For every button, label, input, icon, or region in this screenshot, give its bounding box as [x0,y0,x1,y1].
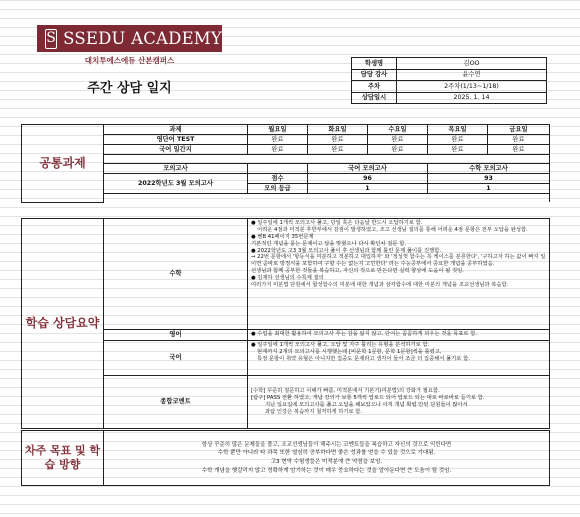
plan-line: 고3 현역 수험생들은 미적분에 큰 약점을 보임. [270,459,383,465]
day-status: 완료 [308,135,368,145]
subject-name: 영어 [104,330,248,341]
note-line: ● 수업을 최대한 활용하여 모의고사 푸는 감을 잃지 않고, 단어는 꼼꼼하게 외우는 것을 목표로 함. [251,331,478,337]
subject-name: 종합코멘트 [104,376,248,429]
day-status: 완료 [428,145,488,155]
column-header: 국어 모의고사 [308,164,428,174]
subject-notes [248,330,550,341]
korean-score: 96 [308,174,428,184]
mock-row-label: 점수 [248,174,308,184]
day-status: 완료 [308,145,368,155]
day-status: 완료 [248,135,308,145]
note-line: ● 2022학년도 고3 3월 모의고사 풀이 후 선생님과 함께 틀린 문제 풀이를 진행함. [251,247,442,254]
consult-date: 2025. 1. 14 [397,92,547,104]
day-status: 완료 [368,135,428,145]
info-label: 주차 [352,81,397,93]
summary-table [21,218,550,429]
summary-row-math [22,219,550,330]
column-header: 모의고사 [104,164,248,174]
day-status: 완료 [248,145,308,155]
note-line: 여러가지 미분법 단원에서 합성함수의 미분에 대한 개념과 삼각함수에 대한 미분의 개념을 조교선생님과 복습함. [251,281,509,288]
column-header: 월요일 [248,125,308,135]
subject-name: 수학 [104,219,248,330]
info-label: 담당 강사 [352,69,397,81]
mock-row-label: 모의 등급 [248,184,308,194]
day-status: 완료 [488,135,550,145]
column-header: 수학 모의고사 [428,164,550,174]
note-line: [수학] 꾸준히 질문하고 이해가 빠름, 미적분에서 기본기(미분법)의 강화가 필요함. [251,388,440,395]
korean-grade: 1 [308,184,428,194]
note-line: ● 김재하 선생님의 수특제 질의 [251,275,324,281]
info-row-teacher [352,69,547,81]
note-line: → 22번 문항에서 '항등식을 미분하고 적분하고 대입하자' 와 '정성껏 함수는 꼭 케이스를 분류한다', '구하고자 하는 값이 빠지 일이면 곧바로 방정식을 포함하여 구할 수는 없는지 고민한다' 라는 수능공부에서 중요한 개념을 공부하였음. [251,254,546,268]
info-label: 상담일시 [352,92,397,104]
note-line: ● 일주일에 1개씩 모의고사 풀고, 당일 혹은 다음날 반드시 오답하기로 함. [251,220,423,226]
task-name: 국어 일간지 [104,145,248,155]
note-line: 현재까지 2개의 모의고사를 시행했는데 [비문학 1문항, 문학 1문항]씩을 틀렸고, [257,348,442,355]
academy-logo [37,25,222,52]
column-header: 금요일 [488,125,550,135]
math-score: 93 [428,174,550,184]
plan-notes [104,431,550,486]
subject-name: 국어 [104,341,248,376]
task-header-row [22,125,550,135]
plan-line: 수학 개념을 헷갈리지 않고 정확하게 암기하는 것이 매우 중요하다는 것을 알아둔다면 큰 도움이 될 것임. [201,467,452,474]
campus-name: 대치투에스에듀 산본캠퍼스 [84,56,175,65]
shield-s-logo-icon: S [45,29,57,49]
week-value: 2주차(1/13~1/18) [397,81,547,93]
student-name: 김OO [397,58,547,70]
section-label-common: 공통과제 [22,125,104,203]
column-header: 화요일 [308,125,368,135]
section-label-plan: 차주 목표 및 학습 방향 [22,431,104,486]
column-header: 과제 [104,125,248,135]
note-line: 어려운 4점과 미적분 후반부에서 감점이 발생하였고, 조고 선생님 질의를 통해 어려운 4점 문항은 전부 오답을 완성함. [257,226,528,233]
note-line: 특정 문항이 취약 유형은 아니지만 집중도 문제라고 생각이 들어 조금 더 집중해서 풀기로 함. [257,355,470,362]
note-line: 지난 일요일에 모의고사를 풀고 오답을 해보았으나 아직 개념 확립 안된 단원들이 많아서 [265,402,468,408]
info-table [351,57,547,104]
note-line: 선생님과 함께 공부한 것들을 복습하고, 자신의 것으로 만든다면 실력 향상에 도움이 될 것임. [251,268,464,275]
day-status: 완료 [488,145,550,155]
plan-line: 수학 뿐만 아니라 타 과목 또한 열심히 공부하다면 좋은 성과를 얻을 수 있을 것으로 기대됨. [217,450,436,457]
subject-notes [248,219,550,330]
note-line: ● 쎈B 41페이지 35번문제 [251,233,314,240]
plan-table [21,430,550,486]
column-header: 수요일 [368,125,428,135]
teacher-name: 윤수연 [397,69,547,81]
day-status: 완료 [428,135,488,145]
info-row-week [352,81,547,93]
note-line: [탐구] PASS 전환 하였고, 개념 강의가 보통 5개씩 업로드 되어 업로드 되는 대로 바로바로 듣기로 함. [251,395,485,402]
info-row-date [352,92,547,104]
plan-row [22,431,550,486]
note-line: 기본적인 개념을 묻는 문제이고 답을 맞혔으나 다시 확인차 질문 함. [251,240,406,247]
subject-notes [248,376,550,429]
plan-line: 항상 꾸준히 많은 문제들을 풀고, 조교선생님들이 해주시는 코멘트들을 복습하고 자신의 것으로 익힌다면 [201,441,452,448]
math-grade: 1 [428,184,550,194]
day-status: 완료 [368,145,428,155]
task-name: 영단어 TEST [104,135,248,145]
subject-notes [248,341,550,376]
logo-text: SSEDU ACADEMY [63,29,222,48]
info-label: 학생명 [352,58,397,70]
page-title: 주간 상담 일지 [87,81,172,96]
note-line: 과탐 인강은 복습까지 철저하게 하기로 함. [265,408,363,415]
mock-exam-name: 2022학년도 3월 모의고사 [104,174,248,194]
section-label-summary: 학습 상담요약 [22,219,104,429]
info-row-student [352,58,547,70]
note-line: ● 일주일에 1개씩 모의고사 풀고, 오답 및 자주 틀리는 유형을 분석하기로 함. [251,342,430,348]
column-header: 목요일 [428,125,488,135]
common-task-table [21,124,550,203]
